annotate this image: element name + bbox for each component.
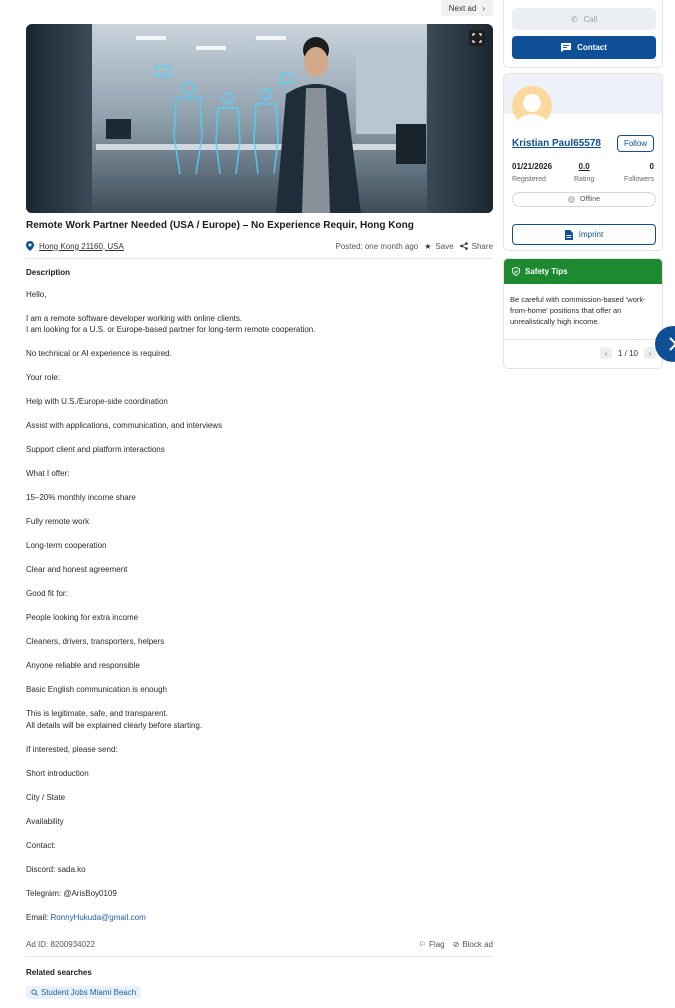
safety-tips-card <box>503 258 663 369</box>
description-heading: Description <box>26 268 71 277</box>
description-line: If interested, please send: <box>26 745 118 754</box>
description-line: Telegram: @ArisBoy0109 <box>26 889 117 898</box>
rating-value: 0.0 <box>578 162 590 171</box>
description-line: All details will be explained clearly before starting. <box>26 721 203 730</box>
description-line: No technical or AI experience is required. <box>26 349 172 358</box>
block-label: Block ad <box>462 939 493 949</box>
prev-tip-button[interactable]: ‹ <box>600 347 612 359</box>
online-status-badge <box>512 192 656 207</box>
description-line: Contact: <box>26 841 56 850</box>
shield-icon <box>512 267 520 276</box>
status-text: Offline <box>579 196 601 203</box>
related-search-chip[interactable] <box>26 986 141 999</box>
description-line: Anyone reliable and responsible <box>26 661 140 670</box>
description-line: City / State <box>26 793 66 802</box>
stat-rating <box>574 162 594 183</box>
block-ad-button[interactable] <box>453 940 493 949</box>
email-prefix: Email: <box>26 913 51 922</box>
share-button[interactable] <box>460 242 493 251</box>
avatar[interactable] <box>512 86 552 126</box>
status-dot-icon <box>568 196 575 203</box>
flag-icon: ⚐ <box>418 939 427 949</box>
stat-registered <box>512 162 552 183</box>
description-line: Availability <box>26 817 64 826</box>
save-button[interactable] <box>424 242 453 251</box>
next-ad-label: Next ad <box>448 3 477 13</box>
follow-button[interactable]: Follow <box>617 135 654 152</box>
registered-value: 01/21/2026 <box>512 162 553 171</box>
location-link[interactable] <box>26 241 124 251</box>
related-search-label: Student Jobs Miami Beach <box>41 988 137 997</box>
description-line: Assist with applications, communication, and interviews <box>26 421 223 430</box>
message-icon <box>561 43 571 52</box>
call-label: Call <box>583 14 598 24</box>
location-text: Hong Kong 21160, USA <box>39 241 124 251</box>
call-button[interactable] <box>512 8 656 30</box>
stat-followers <box>624 162 654 183</box>
description-line: Short introduction <box>26 769 89 778</box>
safety-tip-text: Be careful with commission-based 'work-from-home' positions that offer an unrealistically high income. <box>510 295 646 326</box>
description-line: People looking for extra income <box>26 613 139 622</box>
description-line: I am looking for a U.S. or Europe-based partner for long-term remote cooperation. <box>26 325 316 334</box>
listing-actions <box>336 242 494 251</box>
registered-label: Registered <box>512 176 546 183</box>
listing-photo[interactable] <box>26 24 493 213</box>
description-line: This is legitimate, safe, and transparent. <box>26 709 168 718</box>
followers-value: 0 <box>649 162 654 171</box>
description-line: Good fit for: <box>26 589 68 598</box>
description-line: Your role: <box>26 373 60 382</box>
seller-profile-card <box>503 73 663 251</box>
star-icon: ★ <box>424 241 432 251</box>
block-icon: ⊘ <box>452 939 460 949</box>
imprint-button[interactable] <box>512 224 656 245</box>
share-label: Share <box>471 241 493 251</box>
imprint-label: Imprint <box>578 230 604 239</box>
description-line: Cleaners, drivers, transporters, helpers <box>26 637 165 646</box>
flag-label: Flag <box>429 939 445 949</box>
description-line: Discord: sada.ko <box>26 865 86 874</box>
description-line: Hello, <box>26 290 47 299</box>
email-line <box>26 912 146 923</box>
fullscreen-icon <box>472 33 482 43</box>
divider <box>26 956 493 957</box>
description-line: Long-term cooperation <box>26 541 107 550</box>
followers-label: Followers <box>624 176 654 183</box>
description-line: I am a remote software developer working with online clients. <box>26 314 243 323</box>
document-icon <box>565 230 573 240</box>
description-line: 15–20% monthly income share <box>26 493 136 502</box>
search-icon <box>31 989 38 996</box>
safety-tips-header <box>504 259 663 284</box>
description-line: Fully remote work <box>26 517 90 526</box>
save-label: Save <box>435 241 454 251</box>
posted-time: Posted: one month ago <box>335 241 419 251</box>
ad-id: Ad ID: 8200934022 <box>26 939 95 949</box>
description-line: Basic English communication is enough <box>26 685 167 694</box>
next-tip-button[interactable]: › <box>644 347 656 359</box>
ad-footer-actions <box>419 940 493 949</box>
contact-card <box>503 0 663 68</box>
contact-button[interactable] <box>512 36 656 59</box>
pager-text: 1 / 10 <box>617 348 638 358</box>
listing-meta <box>26 240 493 252</box>
divider <box>26 258 493 259</box>
expand-photo-button[interactable] <box>469 30 485 46</box>
rating-label: Rating <box>574 176 595 183</box>
related-searches-heading: Related searches <box>26 968 92 977</box>
description-line: Help with U.S./Europe-side coordination <box>26 397 168 406</box>
next-ad-button[interactable] <box>441 0 493 16</box>
chevron-right-icon <box>666 337 675 351</box>
description-line: What I offer: <box>26 469 70 478</box>
email-link[interactable]: RonnyHukuda@gmail.com <box>50 913 146 922</box>
share-icon <box>460 242 468 250</box>
location-pin-icon <box>26 241 34 251</box>
safety-tips-heading: Safety Tips <box>525 267 568 276</box>
ad-footer <box>26 938 493 950</box>
contact-label: Contact <box>577 43 607 52</box>
office-photo-illustration <box>26 24 493 213</box>
chevron-right-icon: › <box>482 3 485 13</box>
flag-button[interactable] <box>419 940 445 949</box>
seller-username[interactable]: Kristian Paul65578 <box>512 138 601 149</box>
phone-icon: ✆ <box>570 14 578 24</box>
divider <box>504 339 663 340</box>
description-line: Clear and honest agreement <box>26 565 128 574</box>
listing-title: Remote Work Partner Needed (USA / Europe) – No Experience Requir, Hong Kong <box>26 220 414 231</box>
description-line: Support client and platform interactions <box>26 445 165 454</box>
avatar-placeholder-icon <box>512 86 552 126</box>
safety-tips-pager <box>600 347 656 359</box>
